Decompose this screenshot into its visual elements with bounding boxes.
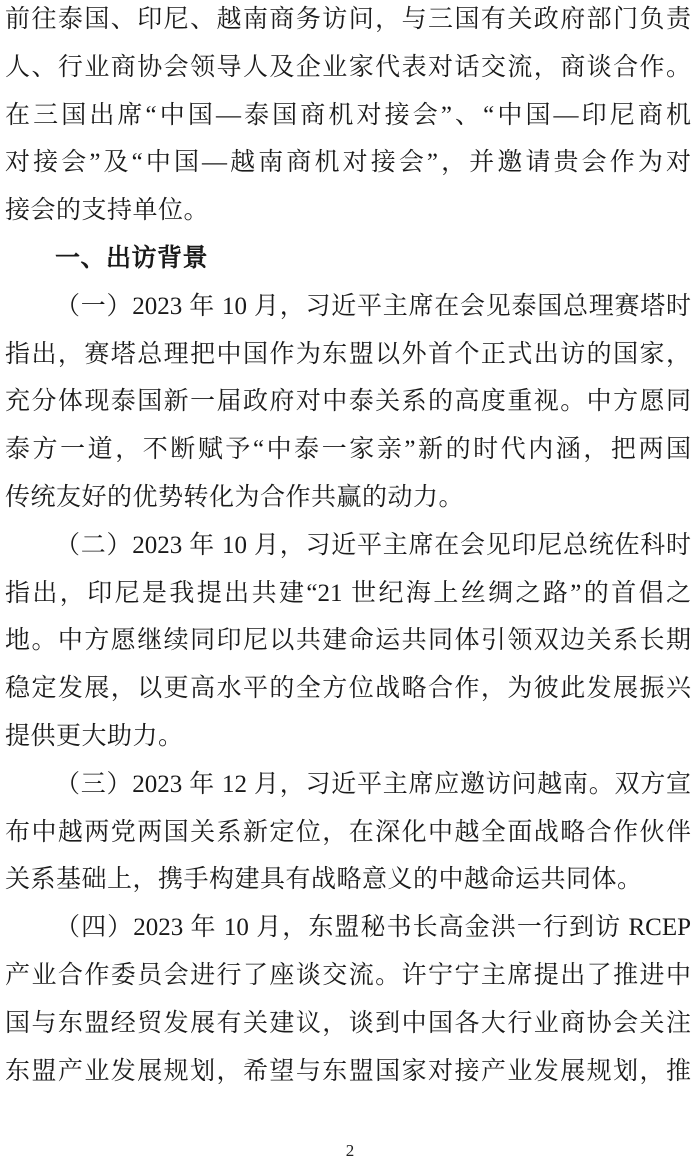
paragraph-line: 对接会”及“中国—越南商机对接会”，并邀请贵会作为对 <box>5 149 691 177</box>
paragraph-line: 提供更大助力。 <box>5 722 184 750</box>
paragraph-line: 指出，赛塔总理把中国作为东盟以外首个正式出访的国家， <box>5 340 691 368</box>
paragraph-line: 前往泰国、印尼、越南商务访问，与三国有关政府部门负责 <box>5 6 691 33</box>
paragraph-line: 国与东盟经贸发展有关建议，谈到中国各大行业商协会关注 <box>5 1009 691 1037</box>
paragraph-line: 接会的支持单位。 <box>5 197 210 225</box>
paragraph-line: （四）2023 年 10 月，东盟秘书长高金洪一行到访 RCEP <box>55 914 691 942</box>
paragraph-line: 布中越两党两国关系新定位，在深化中越全面战略合作伙伴 <box>5 818 691 846</box>
paragraph-line: 稳定发展，以更高水平的全方位战略合作，为彼此发展振兴 <box>5 675 691 703</box>
paragraph-line: （三）2023 年 12 月，习近平主席应邀访问越南。双方宣 <box>55 770 691 798</box>
paragraph-line: 人、行业商协会领导人及企业家代表对话交流，商谈合作。 <box>5 53 691 81</box>
paragraph-line: 地。中方愿继续同印尼以共建命运共同体引领双边关系长期 <box>5 627 691 655</box>
document-body <box>5 0 691 1095</box>
page-number: 2 <box>345 1141 355 1160</box>
paragraph-line: 泰方一道，不断赋予“中泰一家亲”新的时代内涵，把两国 <box>5 436 691 464</box>
paragraph-line: 关系基础上，携手构建具有战略意义的中越命运共同体。 <box>5 866 643 894</box>
paragraph-line: 充分体现泰国新一届政府对中泰关系的高度重视。中方愿同 <box>5 388 691 416</box>
paragraph-line: 传统友好的优势转化为合作共赢的动力。 <box>5 483 465 511</box>
paragraph-line: 东盟产业发展规划，希望与东盟国家对接产业发展规划，推 <box>5 1057 691 1085</box>
paragraph-line: 产业合作委员会进行了座谈交流。许宁宁主席提出了推进中 <box>5 961 691 989</box>
section-heading: 一、出访背景 <box>55 244 209 272</box>
paragraph-line: （二）2023 年 10 月，习近平主席在会见印尼总统佐科时 <box>55 531 691 559</box>
paragraph-line: 指出，印尼是我提出共建“21 世纪海上丝绸之路”的首倡之 <box>5 579 691 607</box>
paragraph-line: （一）2023 年 10 月，习近平主席在会见泰国总理赛塔时 <box>55 292 691 320</box>
paragraph-line: 在三国出席“中国—泰国商机对接会”、“中国—印尼商机 <box>5 101 691 129</box>
